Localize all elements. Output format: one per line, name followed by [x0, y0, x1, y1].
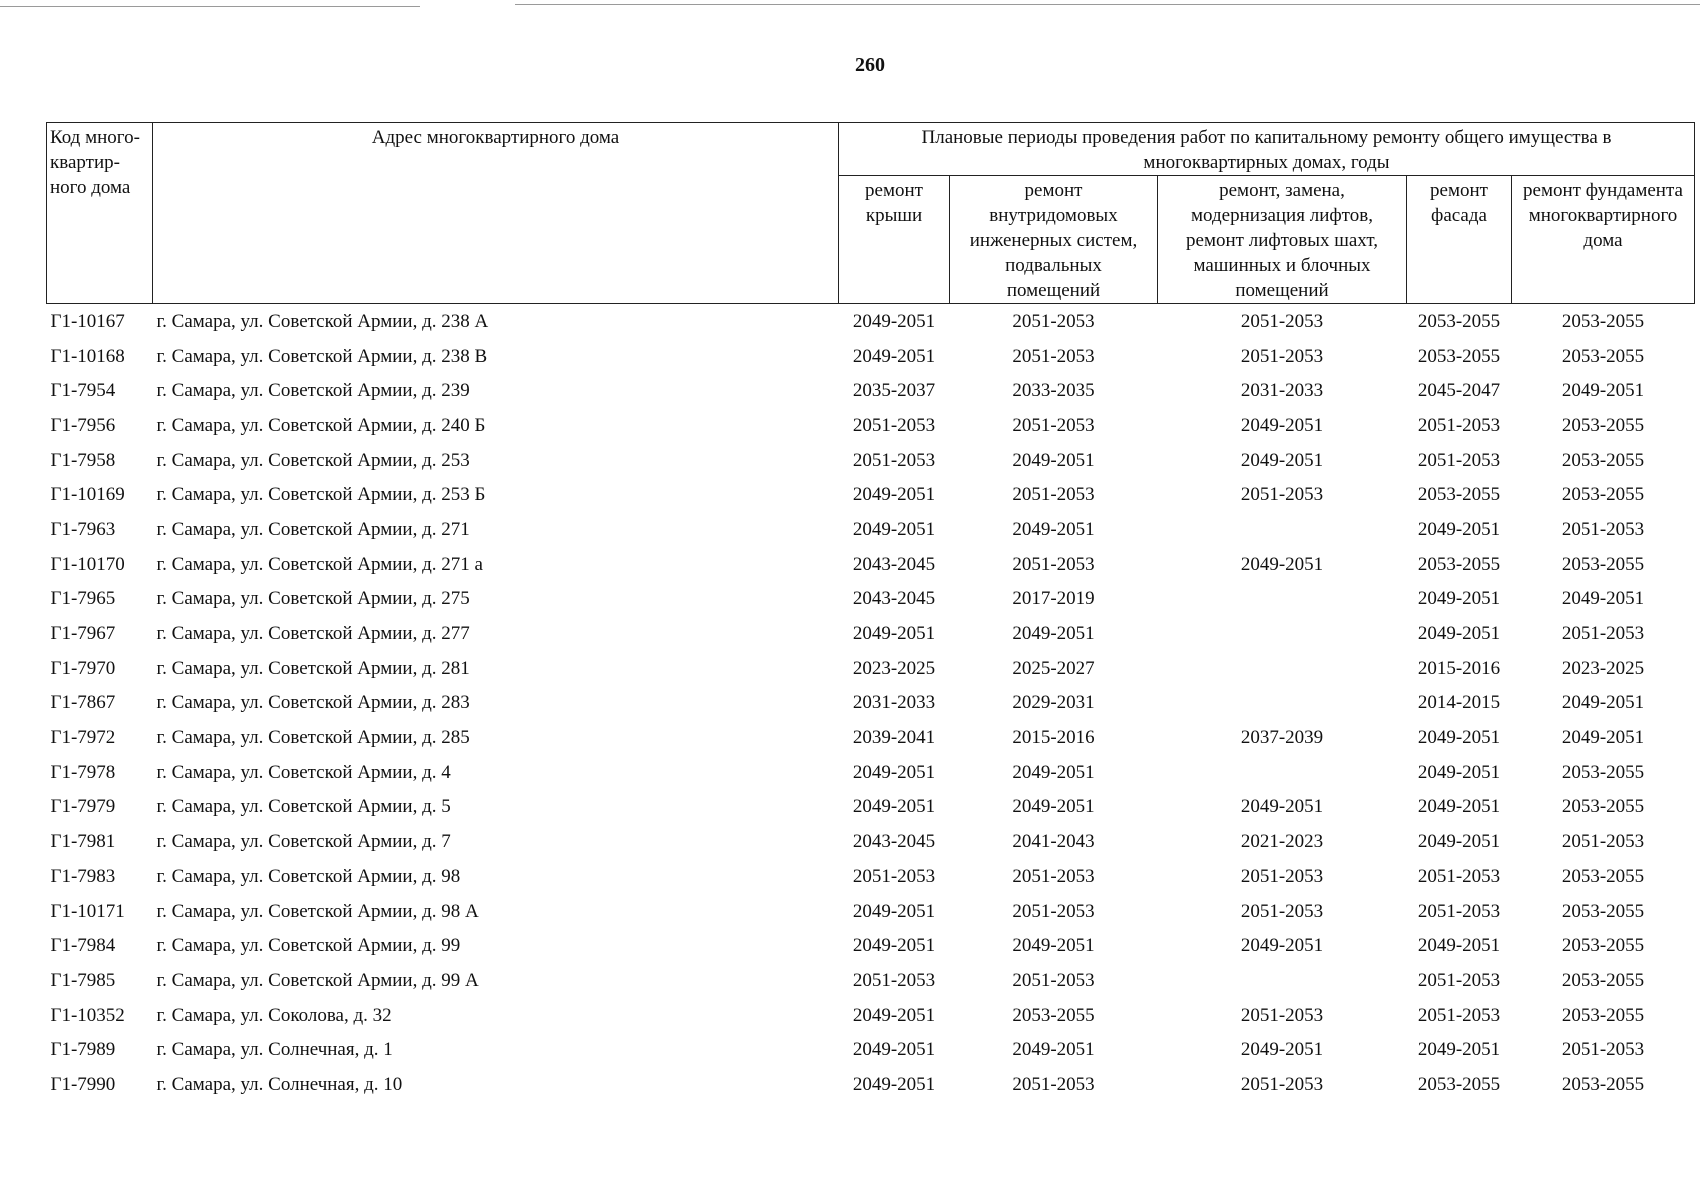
cell-engineering: 2049-2051 [1012, 623, 1095, 645]
cell-address: г. Самара, ул. Советской Армии, д. 275 [156, 588, 470, 610]
cell-elevators: 2051-2053 [1240, 865, 1324, 887]
cell-code: Г1-10352 [50, 1004, 125, 1026]
cell-engineering: 2051-2053 [1012, 900, 1095, 922]
header-address: Адрес многоквартирного дома [153, 123, 839, 304]
cell-foundation: 2053-2055 [1561, 553, 1645, 575]
cell-code: Г1-10170 [50, 553, 125, 575]
cell-foundation: 2053-2055 [1561, 345, 1645, 367]
scan-artifact-line [0, 6, 420, 7]
cell-code: Г1-10168 [50, 345, 125, 367]
cell-facade: 2049-2051 [1417, 518, 1501, 540]
cell-roof: 2049-2051 [852, 310, 936, 332]
header-facade: ремонт фасада [1407, 176, 1512, 304]
cell-code: Г1-7984 [50, 935, 116, 957]
cell-elevators: 2049-2051 [1240, 935, 1324, 957]
table-row [47, 755, 1695, 790]
header-roof: ремонт крыши [839, 176, 950, 304]
cell-code: Г1-10169 [50, 484, 125, 506]
cell-code: Г1-10171 [50, 900, 125, 922]
page-number: 260 [855, 54, 885, 76]
cell-code: Г1-7985 [50, 969, 116, 991]
table-row [47, 373, 1695, 408]
table-row [47, 651, 1695, 686]
cell-address: г. Самара, ул. Советской Армии, д. 238 В [156, 345, 488, 367]
header-row-top [47, 123, 1695, 176]
cell-elevators [1158, 582, 1407, 617]
cell-engineering: 2051-2053 [1012, 414, 1095, 436]
cell-code: Г1-7958 [50, 449, 116, 471]
cell-engineering: 2017-2019 [1012, 588, 1095, 610]
table-row [47, 616, 1695, 651]
cell-elevators [1158, 963, 1407, 998]
table-row [47, 339, 1695, 374]
cell-roof: 2051-2053 [852, 865, 936, 887]
cell-code: Г1-7978 [50, 761, 116, 783]
cell-facade: 2051-2053 [1417, 449, 1501, 471]
cell-facade: 2053-2055 [1417, 310, 1501, 332]
cell-roof: 2049-2051 [852, 935, 936, 957]
cell-elevators [1158, 512, 1407, 547]
header-foundation: ремонт фундамента многоквартирного дома [1512, 176, 1695, 304]
cell-roof: 2049-2051 [852, 345, 936, 367]
cell-code: Г1-7956 [50, 414, 116, 436]
cell-engineering: 2033-2035 [1012, 380, 1095, 402]
table-row [47, 477, 1695, 512]
cell-engineering: 2051-2053 [1012, 1073, 1095, 1095]
cell-engineering: 2041-2043 [1012, 831, 1095, 853]
cell-facade: 2053-2055 [1417, 484, 1501, 506]
cell-roof: 2051-2053 [852, 449, 936, 471]
table-row [47, 443, 1695, 478]
cell-address: г. Самара, ул. Советской Армии, д. 253 Б [156, 484, 486, 506]
cell-code: Г1-7970 [50, 657, 116, 679]
cell-facade: 2053-2055 [1417, 553, 1501, 575]
cell-address: г. Самара, ул. Соколова, д. 32 [156, 1004, 392, 1026]
table-header [47, 123, 1695, 304]
cell-foundation: 2049-2051 [1561, 588, 1645, 610]
cell-facade: 2049-2051 [1417, 727, 1501, 749]
cell-foundation: 2049-2051 [1561, 692, 1645, 714]
cell-foundation: 2023-2025 [1561, 657, 1645, 679]
table-row [47, 998, 1695, 1033]
header-elevators: ремонт, замена, модернизация лифтов, ремонт лифтовых шахт, машинных и блочных помещений [1158, 176, 1407, 304]
cell-elevators: 2021-2023 [1240, 831, 1324, 853]
cell-roof: 2049-2051 [852, 761, 936, 783]
cell-foundation: 2053-2055 [1561, 1073, 1645, 1095]
cell-facade: 2014-2015 [1417, 692, 1501, 714]
cell-elevators: 2051-2053 [1240, 1073, 1324, 1095]
cell-facade: 2049-2051 [1417, 796, 1501, 818]
cell-address: г. Самара, ул. Солнечная, д. 10 [156, 1073, 403, 1095]
cell-foundation: 2051-2053 [1561, 1039, 1645, 1061]
cell-address: г. Самара, ул. Советской Армии, д. 238 А [156, 310, 489, 332]
cell-code: Г1-10167 [50, 310, 125, 332]
cell-elevators: 2049-2051 [1240, 449, 1324, 471]
cell-code: Г1-7981 [50, 831, 116, 853]
cell-facade: 2053-2055 [1417, 345, 1501, 367]
table-row [47, 859, 1695, 894]
table-row [47, 512, 1695, 547]
table-row [47, 790, 1695, 825]
cell-code: Г1-7967 [50, 623, 116, 645]
cell-foundation: 2053-2055 [1561, 484, 1645, 506]
cell-address: г. Самара, ул. Советской Армии, д. 99 А [156, 969, 479, 991]
header-code: Код много-квартир-ного дома [47, 123, 153, 304]
cell-engineering: 2051-2053 [1012, 865, 1095, 887]
table-row [47, 928, 1695, 963]
header-engineering: ремонт внутридомовых инженерных систем, подвальных помещений [950, 176, 1158, 304]
cell-roof: 2049-2051 [852, 1004, 936, 1026]
header-periods-group: Плановые периоды проведения работ по капитальному ремонту общего имущества в многоквартирных домах, годы [839, 123, 1695, 176]
cell-foundation: 2051-2053 [1561, 831, 1645, 853]
cell-code: Г1-7963 [50, 518, 116, 540]
capital-repair-schedule-table [46, 122, 1695, 1102]
cell-roof: 2049-2051 [852, 1073, 936, 1095]
cell-address: г. Самара, ул. Советской Армии, д. 98 А [156, 900, 479, 922]
cell-address: г. Самара, ул. Советской Армии, д. 5 [156, 796, 451, 818]
cell-facade: 2049-2051 [1417, 831, 1501, 853]
cell-address: г. Самара, ул. Советской Армии, д. 4 [156, 761, 451, 783]
cell-engineering: 2049-2051 [1012, 796, 1095, 818]
cell-code: Г1-7983 [50, 865, 116, 887]
table-row [47, 963, 1695, 998]
cell-roof: 2049-2051 [852, 484, 936, 506]
cell-foundation: 2053-2055 [1561, 310, 1645, 332]
cell-code: Г1-7979 [50, 796, 116, 818]
cell-roof: 2031-2033 [852, 692, 936, 714]
cell-address: г. Самара, ул. Советской Армии, д. 253 [156, 449, 470, 471]
cell-engineering: 2051-2053 [1012, 553, 1095, 575]
cell-address: г. Самара, ул. Солнечная, д. 1 [156, 1039, 393, 1061]
cell-engineering: 2053-2055 [1012, 1004, 1095, 1026]
cell-foundation: 2053-2055 [1561, 969, 1645, 991]
cell-address: г. Самара, ул. Советской Армии, д. 7 [156, 831, 451, 853]
cell-elevators: 2051-2053 [1240, 900, 1324, 922]
cell-address: г. Самара, ул. Советской Армии, д. 239 [156, 380, 470, 402]
cell-elevators: 2049-2051 [1240, 553, 1324, 575]
cell-elevators [1158, 686, 1407, 721]
table-row [47, 1067, 1695, 1102]
cell-facade: 2045-2047 [1417, 380, 1501, 402]
cell-facade: 2051-2053 [1417, 865, 1501, 887]
cell-foundation: 2053-2055 [1561, 900, 1645, 922]
cell-facade: 2049-2051 [1417, 623, 1501, 645]
cell-facade: 2049-2051 [1417, 935, 1501, 957]
cell-foundation: 2053-2055 [1561, 865, 1645, 887]
cell-elevators: 2031-2033 [1240, 380, 1324, 402]
table-row [47, 304, 1695, 339]
table-row [47, 686, 1695, 721]
cell-code: Г1-7989 [50, 1039, 116, 1061]
cell-code: Г1-7867 [50, 692, 116, 714]
cell-address: г. Самара, ул. Советской Армии, д. 240 Б [156, 414, 486, 436]
cell-code: Г1-7972 [50, 727, 116, 749]
cell-elevators [1158, 616, 1407, 651]
cell-facade: 2051-2053 [1417, 414, 1501, 436]
cell-roof: 2043-2045 [852, 831, 936, 853]
cell-elevators: 2049-2051 [1240, 1039, 1324, 1061]
cell-foundation: 2049-2051 [1561, 727, 1645, 749]
cell-facade: 2049-2051 [1417, 761, 1501, 783]
cell-engineering: 2029-2031 [1012, 692, 1095, 714]
cell-facade: 2053-2055 [1417, 1073, 1501, 1095]
table-row [47, 720, 1695, 755]
cell-foundation: 2053-2055 [1561, 1004, 1645, 1026]
cell-facade: 2049-2051 [1417, 588, 1501, 610]
cell-foundation: 2053-2055 [1561, 761, 1645, 783]
cell-engineering: 2051-2053 [1012, 310, 1095, 332]
cell-code: Г1-7990 [50, 1073, 116, 1095]
cell-elevators [1158, 755, 1407, 790]
cell-engineering: 2049-2051 [1012, 761, 1095, 783]
cell-roof: 2039-2041 [852, 727, 936, 749]
cell-foundation: 2049-2051 [1561, 380, 1645, 402]
cell-engineering: 2049-2051 [1012, 518, 1095, 540]
cell-elevators: 2051-2053 [1240, 1004, 1324, 1026]
cell-elevators: 2049-2051 [1240, 796, 1324, 818]
cell-roof: 2049-2051 [852, 623, 936, 645]
cell-code: Г1-7954 [50, 380, 116, 402]
table-row [47, 582, 1695, 617]
cell-engineering: 2015-2016 [1012, 727, 1095, 749]
cell-engineering: 2049-2051 [1012, 1039, 1095, 1061]
cell-foundation: 2053-2055 [1561, 449, 1645, 471]
table-row [47, 1032, 1695, 1067]
cell-facade: 2051-2053 [1417, 900, 1501, 922]
cell-foundation: 2051-2053 [1561, 518, 1645, 540]
cell-roof: 2035-2037 [852, 380, 936, 402]
cell-elevators: 2051-2053 [1240, 484, 1324, 506]
cell-foundation: 2051-2053 [1561, 623, 1645, 645]
cell-facade: 2049-2051 [1417, 1039, 1501, 1061]
cell-elevators: 2051-2053 [1240, 310, 1324, 332]
cell-foundation: 2053-2055 [1561, 796, 1645, 818]
cell-address: г. Самара, ул. Советской Армии, д. 99 [156, 935, 461, 957]
cell-roof: 2049-2051 [852, 796, 936, 818]
cell-address: г. Самара, ул. Советской Армии, д. 277 [156, 623, 470, 645]
cell-roof: 2051-2053 [852, 414, 936, 436]
cell-roof: 2043-2045 [852, 553, 936, 575]
scan-artifact-line [515, 4, 1700, 5]
cell-elevators: 2037-2039 [1240, 727, 1324, 749]
cell-address: г. Самара, ул. Советской Армии, д. 285 [156, 727, 470, 749]
cell-address: г. Самара, ул. Советской Армии, д. 281 [156, 657, 470, 679]
cell-engineering: 2051-2053 [1012, 969, 1095, 991]
cell-address: г. Самара, ул. Советской Армии, д. 98 [156, 865, 461, 887]
table-row [47, 824, 1695, 859]
table-row [47, 547, 1695, 582]
cell-roof: 2023-2025 [852, 657, 936, 679]
cell-address: г. Самара, ул. Советской Армии, д. 283 [156, 692, 470, 714]
cell-roof: 2049-2051 [852, 900, 936, 922]
cell-foundation: 2053-2055 [1561, 935, 1645, 957]
cell-facade: 2051-2053 [1417, 1004, 1501, 1026]
cell-address: г. Самара, ул. Советской Армии, д. 271 [156, 518, 470, 540]
cell-roof: 2051-2053 [852, 969, 936, 991]
cell-elevators [1158, 651, 1407, 686]
cell-elevators: 2049-2051 [1240, 414, 1324, 436]
cell-facade: 2051-2053 [1417, 969, 1501, 991]
cell-engineering: 2049-2051 [1012, 449, 1095, 471]
cell-roof: 2043-2045 [852, 588, 936, 610]
cell-code: Г1-7965 [50, 588, 116, 610]
cell-engineering: 2025-2027 [1012, 657, 1095, 679]
table-row [47, 894, 1695, 929]
cell-engineering: 2051-2053 [1012, 484, 1095, 506]
cell-roof: 2049-2051 [852, 1039, 936, 1061]
cell-foundation: 2053-2055 [1561, 414, 1645, 436]
cell-facade: 2015-2016 [1417, 657, 1501, 679]
cell-address: г. Самара, ул. Советской Армии, д. 271 а [156, 553, 483, 575]
cell-roof: 2049-2051 [852, 518, 936, 540]
cell-engineering: 2051-2053 [1012, 345, 1095, 367]
cell-engineering: 2049-2051 [1012, 935, 1095, 957]
table-row [47, 408, 1695, 443]
table-body [47, 304, 1695, 1102]
cell-elevators: 2051-2053 [1240, 345, 1324, 367]
